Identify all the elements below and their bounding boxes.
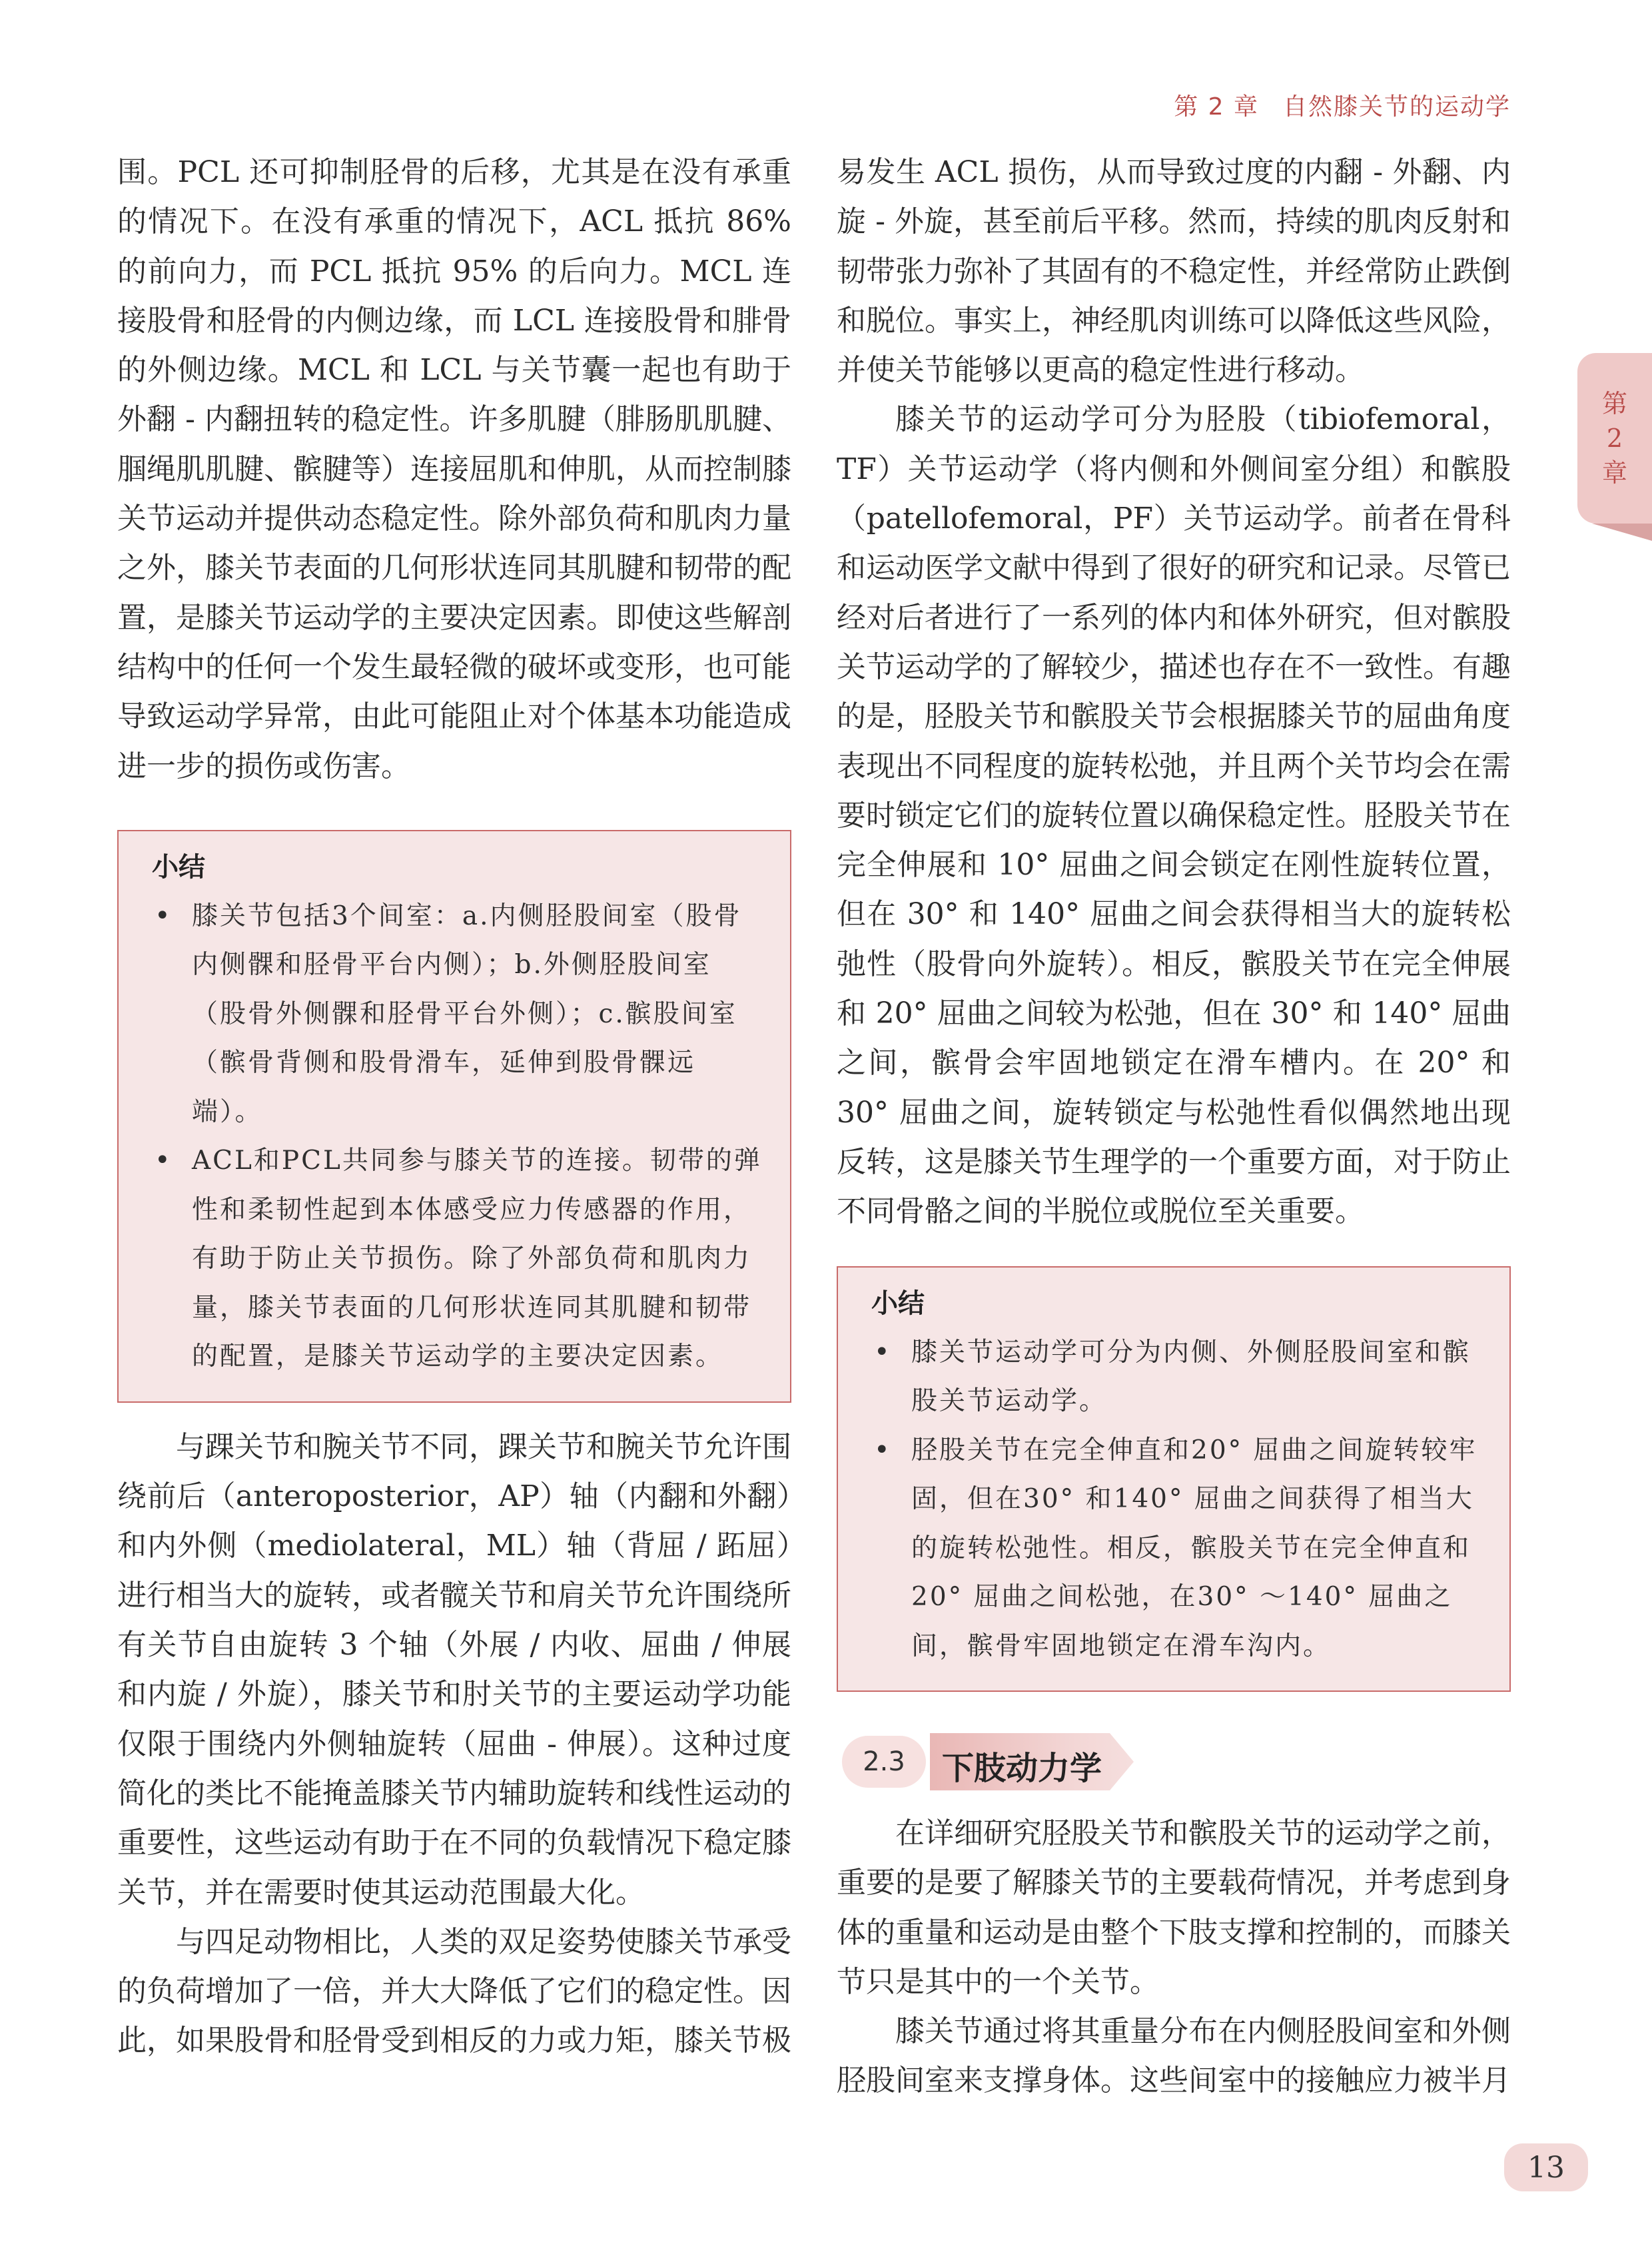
- summary-item: • 胫股关节在完全伸直和20° 屈曲之间旋转较牢固，但在30° 和140° 屈曲之间获得了相当大的旋转松弛性。相反，髌股关节在完全伸直和20° 屈曲之间松弛，在30° ～140° 屈曲之间，髌骨牢固地锁定在滑车沟内。: [874, 1426, 1483, 1671]
- body-paragraph: 膝关节通过将其重量分布在内侧胫股间室和外侧胫股间室来支撑身体。这些间室中的接触应力被半月: [837, 2014, 1511, 2098]
- body-paragraph: 在详细研究胫股关节和髌股关节的运动学之前，重要的是要了解膝关节的主要载荷情况，并考虑到身体的重量和运动是由整个下肢支撑和控制的，而膝关节只是其中的一个关节。: [837, 1816, 1511, 1999]
- page-number: 13: [1504, 2143, 1588, 2191]
- body-paragraph: 易发生 ACL 损伤，从而导致过度的内翻 - 外翻、内旋 - 外旋，甚至前后平移。然而，持续的肌肉反射和韧带张力弥补了其固有的不稳定性，并经常防止跌倒和脱位。事实上，神经肌肉训练可以降低这些风险，并使关节能够以更高的稳定性进行移动。: [837, 155, 1511, 388]
- summary-box: [837, 1266, 1511, 1692]
- running-header: [1174, 88, 1511, 122]
- summary-list: [155, 892, 763, 1381]
- summary-list: [874, 1328, 1483, 1671]
- summary-item: • ACL和PCL共同参与膝关节的连接。韧带的弹性和柔韧性起到本体感受应力传感器的作用，有助于防止关节损伤。除了外部负荷和肌肉力量，膝关节表面的几何形状连同其肌腱和韧带的配置，是膝关节运动学的主要决定因素。: [155, 1136, 763, 1381]
- header-title: 自然膝关节的运动学: [1282, 93, 1511, 121]
- chapter-tab: [1577, 353, 1652, 524]
- summary-item: • 膝关节运动学可分为内侧、外侧胫股间室和髌股关节运动学。: [874, 1328, 1483, 1426]
- summary-title: 小结: [152, 851, 205, 883]
- summary-box: [117, 830, 791, 1403]
- right-column-continued: [837, 1809, 1511, 2106]
- chapter-tab-char: 第: [1601, 389, 1627, 418]
- body-paragraph: 与踝关节和腕关节不同，踝关节和腕关节允许围绕前后（anteroposterior，AP）轴（内翻和外翻）和内外侧（mediolateral，ML）轴（背屈 / 跖屈）进行相当大的旋转，或者髋关节和肩关节允许围绕所有关节自由旋转 3 个轴（外展 / 内收、屈曲 / 伸展和内旋 / 外旋），膝关节和肘关节的主要运动学功能仅限于围绕内外侧轴旋转（屈曲 - 伸展）。这种过度简化的类比不能掩盖膝关节内辅助旋转和线性运动的重要性，这些运动有助于在不同的负载情况下稳定膝关节，并在需要时使其运动范围最大化。: [117, 1429, 791, 1910]
- body-paragraph: 膝关节的运动学可分为胫股（tibiofemoral，TF）关节运动学（将内侧和外侧间室分组）和髌股（patellofemoral，PF）关节运动学。前者在骨科和运动医学文献中得到了很好的研究和记录。尽管已经对后者进行了一系列的体内和体外研究，但对髌股关节运动学的了解较少，描述也存在不一致性。有趣的是，胫股关节和髌股关节会根据膝关节的屈曲角度表现出不同程度的旋转松弛，并且两个关节均会在需要时锁定它们的旋转位置以确保稳定性。胫股关节在完全伸展和 10° 屈曲之间会锁定在刚性旋转位置，但在 30° 和 140° 屈曲之间会获得相当大的旋转松弛性（股骨向外旋转）。相反，髌股关节在完全伸展和 20° 屈曲之间较为松弛，但在 30° 和 140° 屈曲之间，髌骨会牢固地锁定在滑车槽内。在 20° 和 30° 屈曲之间，旋转锁定与松弛性看似偶然地出现反转，这是膝关节生理学的一个重要方面，对于防止不同骨骼之间的半脱位或脱位至关重要。: [837, 402, 1511, 1229]
- chapter-tab-pointer: [1592, 524, 1652, 541]
- left-column: [117, 148, 791, 2066]
- chapter-tab-number: 2: [1606, 424, 1623, 453]
- header-chapter: 第 2 章: [1174, 93, 1259, 121]
- section-title: 下肢动力学: [942, 1750, 1102, 1787]
- section-heading: [842, 1733, 1515, 1790]
- right-column: [837, 148, 1511, 1692]
- chapter-tab-char: 章: [1601, 458, 1627, 488]
- summary-title: 小结: [871, 1288, 925, 1319]
- body-paragraph: 围。PCL 还可抑制胫骨的后移，尤其是在没有承重的情况下。在没有承重的情况下，ACL 抵抗 86% 的前向力，而 PCL 抵抗 95% 的后向力。MCL 连接股骨和胫骨的内侧边缘，而 LCL 连接股骨和腓骨的外侧边缘。MCL 和 LCL 与关节囊一起也有助于外翻 - 内翻扭转的稳定性。许多肌腱（腓肠肌肌腱、腘绳肌肌腱、髌腱等）连接屈肌和伸肌，从而控制膝关节运动并提供动态稳定性。除外部负荷和肌肉力量之外，膝关节表面的几何形状连同其肌腱和韧带的配置，是膝关节运动学的主要决定因素。即使这些解剖结构中的任何一个发生最轻微的破坏或变形，也可能导致运动学异常，由此可能阻止对个体基本功能造成进一步的损伤或伤害。: [117, 155, 791, 783]
- summary-item: • 膝关节包括3个间室：a.内侧胫股间室（股骨内侧髁和胫骨平台内侧）；b.外侧胫股间室（股骨外侧髁和胫骨平台外侧）；c.髌股间室（髌骨背侧和股骨滑车，延伸到股骨髁远端）。: [155, 892, 763, 1137]
- section-number: 2.3: [842, 1736, 926, 1788]
- body-paragraph: 与四足动物相比，人类的双足姿势使膝关节承受的负荷增加了一倍，并大大降低了它们的稳定性。因此，如果股骨和胫骨受到相反的力或力矩，膝关节极: [117, 1924, 791, 2058]
